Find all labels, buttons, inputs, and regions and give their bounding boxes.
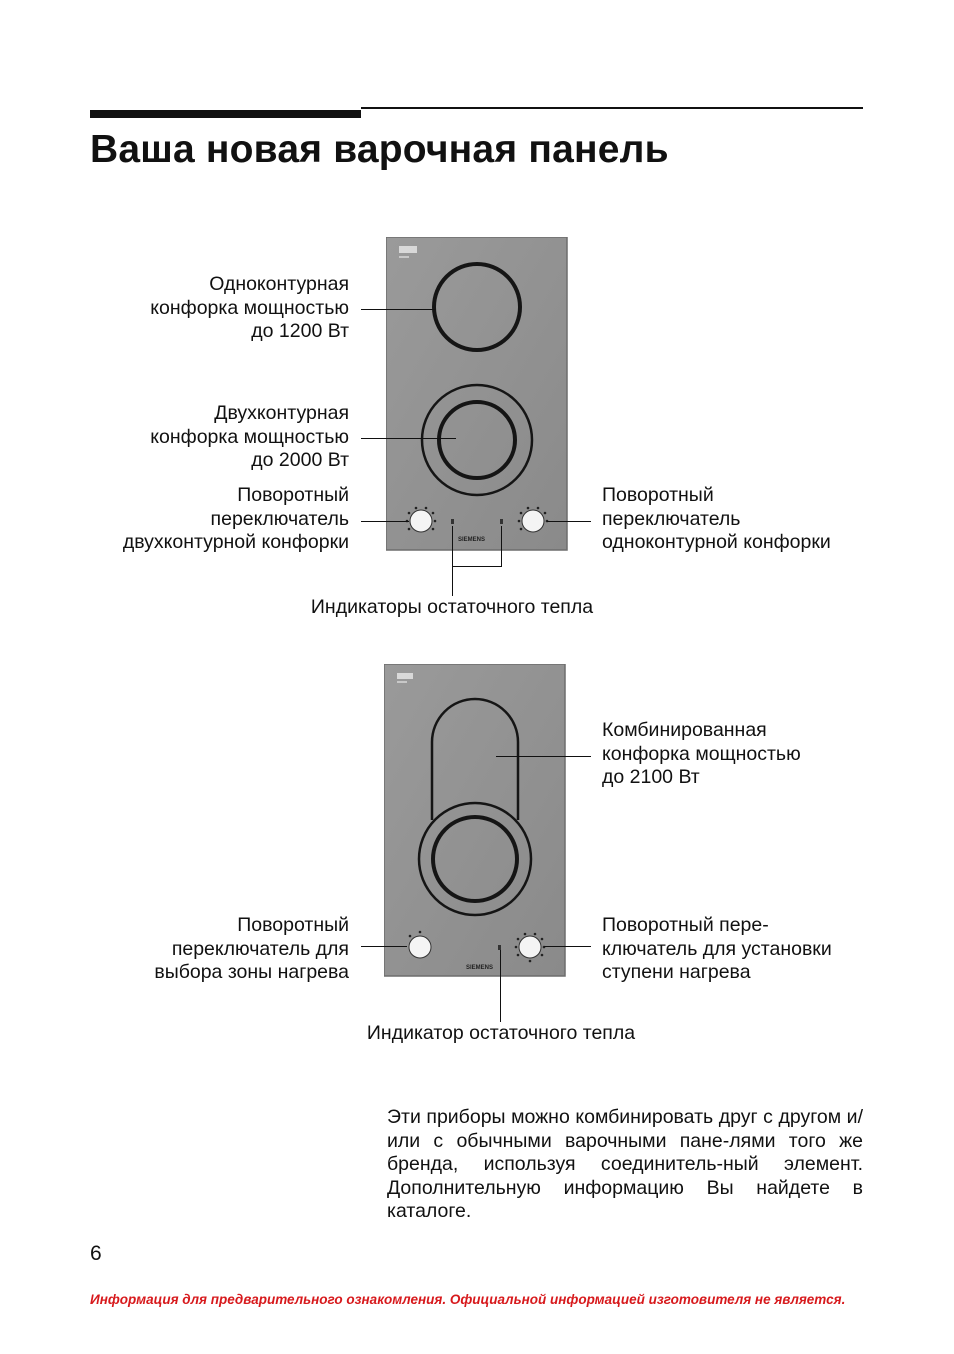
leader-line-indicator-2	[501, 526, 502, 566]
leader-line-indicator	[500, 950, 501, 1022]
label-indicator: Индикатор остаточного тепла	[366, 1022, 636, 1044]
leader-line-single-zone	[361, 309, 435, 310]
label-single-zone: Одноконтурная конфорка мощностью до 1200 Вт	[150, 273, 349, 342]
leader-line-indicator-join	[452, 566, 502, 567]
label-combined-zone: Комбинированная конфорка мощностью до 2100 Вт	[602, 719, 801, 788]
hob-brand: SIEMENS	[458, 537, 486, 543]
hob-logo-mark	[399, 246, 417, 253]
leader-line-knob-left-2	[361, 946, 407, 947]
label-knob-left-1: Поворотный переключатель двухконтурной конфорки	[122, 484, 349, 553]
header-rule-thin	[361, 107, 863, 109]
leader-line-knob-right	[547, 521, 591, 522]
hob-brand: SIEMENS	[466, 965, 494, 971]
hob-diagram-1	[386, 237, 568, 551]
label-indicators: Индикаторы остаточного тепла	[310, 596, 594, 618]
page-title: Ваша новая варочная панель	[90, 128, 669, 171]
page-number: 6	[90, 1242, 102, 1265]
indicator-light-1	[451, 519, 454, 524]
indicator-light-2	[500, 519, 503, 524]
label-knob-left-2: Поворотный переключатель для выбора зоны нагрева	[154, 914, 349, 983]
body-paragraph: Эти приборы можно комбинировать друг с другом и/или с обычными варочными пане-лями того же бренда, используя соединитель-ный элемент. Дополнительную информацию Вы найдете в каталоге.	[387, 1106, 863, 1222]
hob-logo-mark	[397, 673, 413, 679]
hob-diagram-2	[384, 664, 566, 978]
header-rule-thick	[90, 110, 361, 118]
label-dual-zone: Двухконтурная конфорка мощностью до 2000 Вт	[150, 402, 349, 471]
leader-line-combined-zone	[496, 756, 591, 757]
label-knob-right-1: Поворотный переключатель одноконтурной конфорки	[602, 484, 831, 553]
leader-line-knob-right-2	[544, 946, 591, 947]
footer-disclaimer: Информация для предварительного ознакомления. Официальной информацией изготовителя не является.	[90, 1292, 846, 1307]
leader-line-indicator-1	[452, 526, 453, 566]
label-knob-right-2: Поворотный пере- ключатель для установки ступени нагрева	[602, 914, 832, 983]
leader-line-dual-zone	[361, 438, 456, 439]
leader-line-knob-left	[361, 521, 409, 522]
leader-line-indicator-stem	[452, 566, 453, 596]
